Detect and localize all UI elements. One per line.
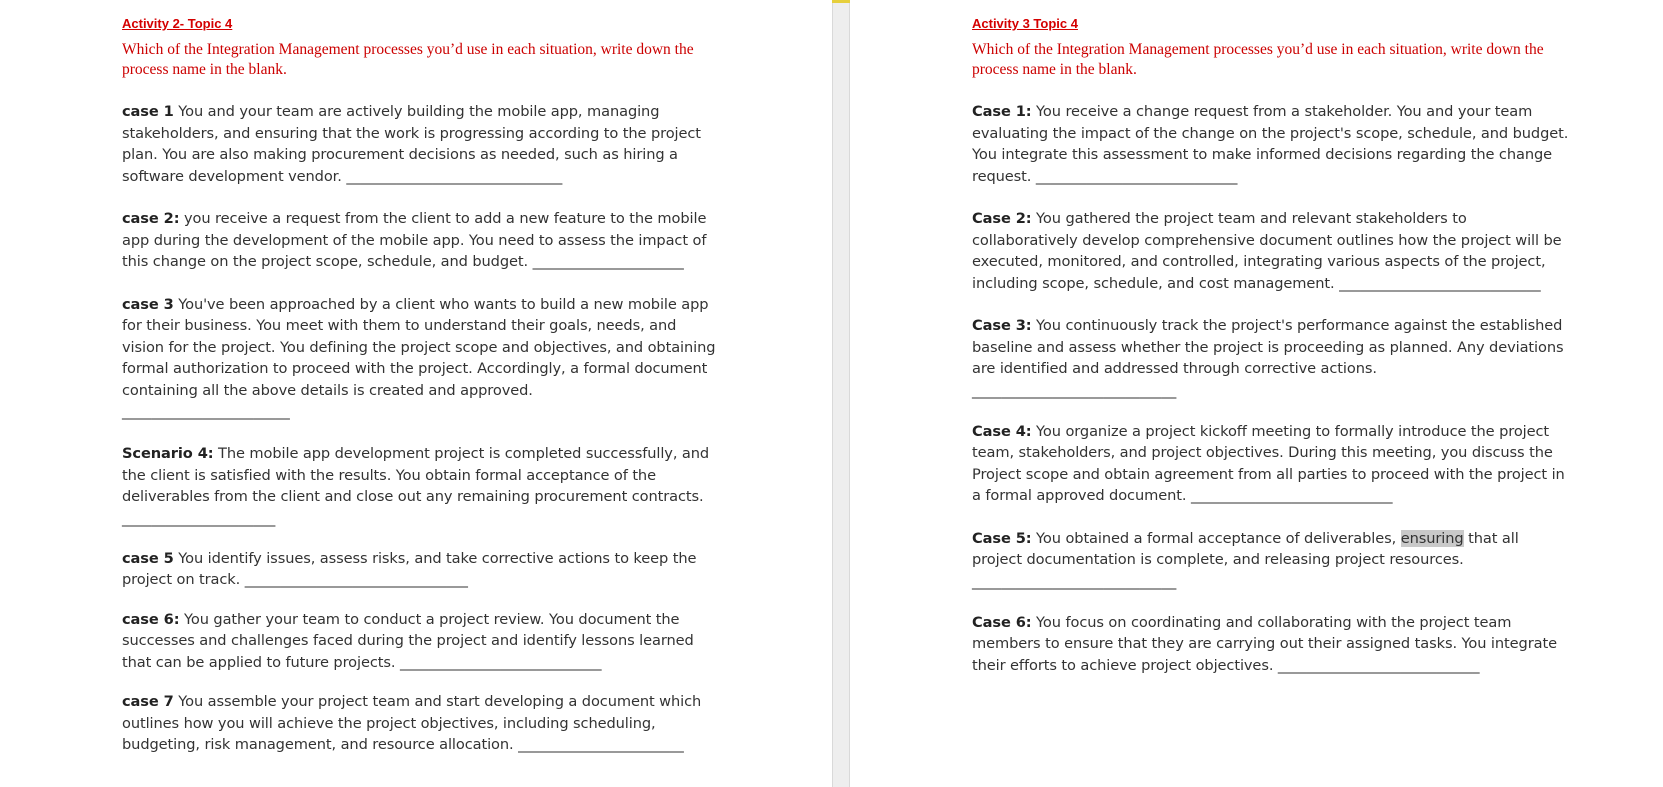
case-text: You obtained a formal acceptance of deliverables, (1031, 529, 1401, 547)
answer-blank[interactable]: ____________________________ (972, 381, 1177, 399)
answer-blank[interactable]: ____________________________ (1277, 656, 1480, 674)
case-text: that all project documentation is complete, and releasing project resources. (972, 529, 1519, 568)
case-label: case 7 (122, 693, 174, 710)
answer-blank[interactable]: _______________________ (122, 403, 290, 420)
case-text: you receive a request from the client to add a new feature to the mobile app during the development of the mobile app. You need to assess the impact of this change on the project scope, schedule, and budget. (122, 210, 707, 270)
case-paragraph[interactable] (122, 443, 722, 508)
case-text: You continuously track the project's performance against the established baseline and assess whether the project is proceeding as planned. Any deviations are identified and addressed through corrective actions. (972, 317, 1564, 377)
highlighted-word[interactable]: ensuring (1400, 529, 1464, 547)
document-page-right[interactable] (850, 0, 1663, 787)
case-label: Case 3: (972, 317, 1032, 334)
case-label: case 3 (122, 295, 174, 313)
answer-blank[interactable]: _____________________ (122, 509, 276, 527)
case-paragraph[interactable] (972, 421, 1572, 507)
case-paragraph[interactable] (972, 612, 1572, 677)
answer-blank[interactable]: ____________________________ (1035, 167, 1238, 185)
case-label: case 2: (122, 210, 180, 227)
case-text: You and your team are actively building the mobile app, managing stakeholders, and ensuring that the work is progressing according to the project plan. You are also making procurement decisions as needed, such as hiring a software development vendor. (122, 103, 701, 185)
case-text: You assemble your project team and start developing a document which outlines how you will achieve the project objectives, including scheduling, budgeting, risk management, and resource allocation. (122, 693, 702, 753)
case-label: Case 1: (972, 103, 1032, 120)
case-paragraph[interactable] (972, 208, 1572, 294)
page-gutter (832, 3, 850, 787)
case-paragraph[interactable] (122, 208, 722, 273)
instructions-text: Which of the Integration Management processes you’d use in each situation, write down the process name in the blank. (122, 41, 694, 78)
case-label: case 1 (122, 103, 174, 120)
answer-blank[interactable]: ____________________________ (1190, 487, 1393, 504)
case-text: You gather your team to conduct a project review. You document the successes and challenges faced during the project and identify lessons learned that can be applied to future projects. (122, 610, 694, 671)
case-paragraph[interactable] (972, 528, 1572, 571)
activity-heading: Activity 2- Topic 4 (122, 16, 233, 31)
case-paragraph[interactable] (122, 101, 722, 187)
case-label: Case 2: (972, 210, 1032, 227)
case-paragraph[interactable] (972, 101, 1572, 187)
case-text: You receive a change request from a stakeholder. You and your team evaluating the impact of the change on the project's scope, schedule, and budget. You integrate this assessment to make informed decisions regarding the change request. (972, 103, 1569, 185)
case-text: You gathered the project team and relevant stakeholders to collaboratively develop comprehensive document outlines how the project will be executed, monitored, and controlled, integrating various aspects of the project, including scope, schedule, and cost management. (972, 210, 1562, 292)
case-paragraph[interactable] (122, 609, 722, 674)
answer-blank[interactable]: _______________________ (518, 736, 684, 753)
case-label: Case 5: (972, 529, 1032, 547)
case-label: case 6: (122, 610, 180, 628)
activity-heading: Activity 3 Topic 4 (972, 16, 1078, 31)
answer-blank[interactable]: ______________________________ (346, 167, 563, 185)
case-text: You've been approached by a client who wants to build a new mobile app for their business. You meet with them to understand their goals, needs, and vision for the project. You defining the project scope and objectives, and obtaining formal authorization to proceed with the project. Accordingly, a formal document containing all the above details is created and approved. (122, 295, 716, 399)
case-label: Scenario 4: (122, 445, 214, 462)
answer-blank[interactable]: ____________________________ (1339, 274, 1541, 292)
case-label: Case 4: (972, 422, 1032, 440)
answer-blank[interactable]: ____________________________ (399, 653, 602, 671)
case-text: You focus on coordinating and collaborating with the project team members to ensure that they are carrying out their assigned tasks. You integrate their efforts to achieve project objectives. (972, 613, 1557, 674)
case-text: The mobile app development project is completed successfully, and the client is satisfied with the results. You obtain formal acceptance of the deliverables from the client and close out any remaining procurement contracts. (122, 445, 710, 505)
page-body-right (972, 16, 1572, 676)
case-paragraph[interactable] (972, 315, 1572, 380)
case-paragraph[interactable] (122, 548, 722, 591)
answer-blank[interactable]: _____________________ (532, 253, 684, 270)
answer-blank[interactable]: _______________________________ (244, 571, 468, 588)
case-label: case 5 (122, 549, 174, 567)
case-text: You identify issues, assess risks, and take corrective actions to keep the project on track. (122, 549, 697, 588)
instructions-text: Which of the Integration Management processes you’d use in each situation, write down the process name in the blank. (972, 41, 1544, 78)
page-body-left (122, 16, 722, 756)
case-paragraph[interactable] (122, 691, 722, 756)
case-text: You organize a project kickoff meeting to formally introduce the project team, stakeholders, and project objectives. During this meeting, you discuss the Project scope and obtain agreement from all parties to proceed with the project in a formal approved document. (972, 422, 1565, 504)
case-paragraph[interactable] (122, 294, 722, 402)
answer-blank[interactable]: ____________________________ (972, 572, 1177, 590)
case-label: Case 6: (972, 613, 1032, 631)
